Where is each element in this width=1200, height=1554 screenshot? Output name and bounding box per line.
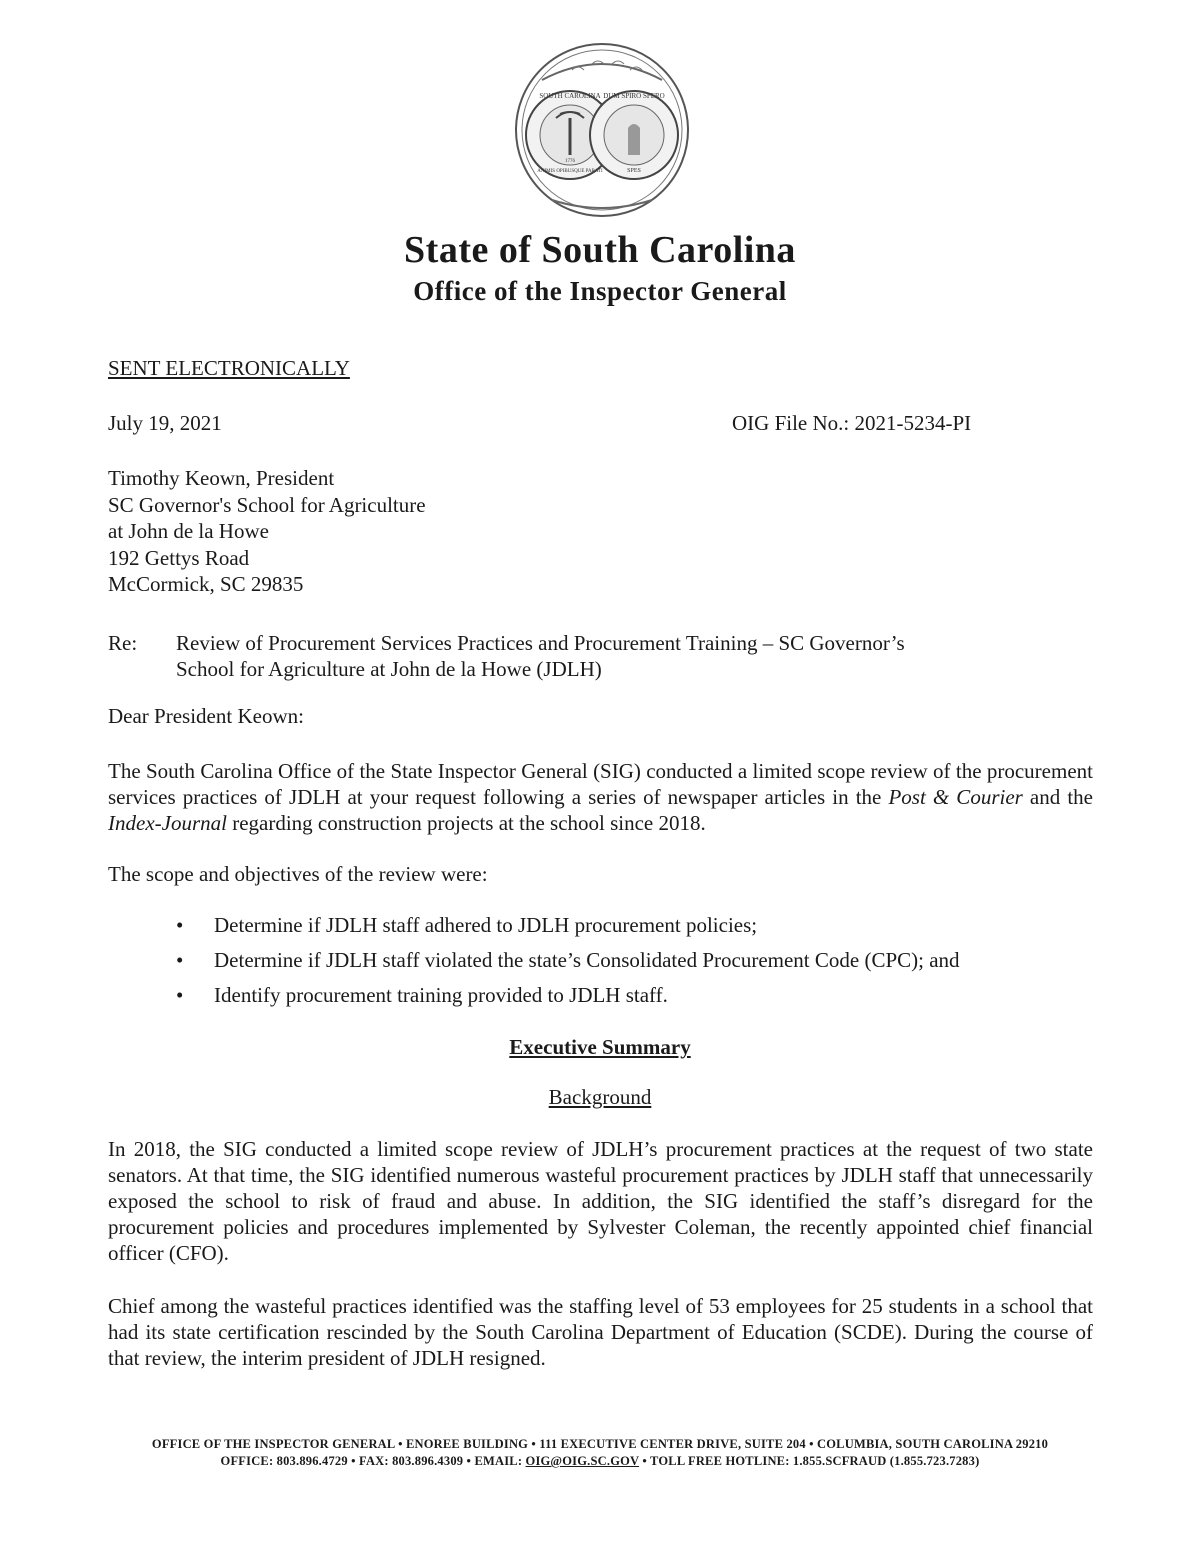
- address-line: McCormick, SC 29835: [108, 572, 304, 596]
- intro-text-2: and the: [1022, 785, 1093, 809]
- executive-summary-heading: [0, 1034, 1200, 1060]
- letterhead-subtitle: Office of the Inspector General: [413, 276, 787, 306]
- list-item: [176, 912, 960, 947]
- objectives-list: [176, 912, 960, 1017]
- background-paragraph: In 2018, the SIG conducted a limited scope review of JDLH’s procurement practices at the request of two state senators. At that time, the SIG identified numerous wasteful procurement practices by JDLH staff that unnecessarily exposed the school to risk of fraud and abuse. In addition, the SIG identified the staff’s disregard for the procurement policies and procedures implemented by Sylvester Coleman, the recently appointed chief financial officer (CFO).: [108, 1137, 1093, 1265]
- list-item-text: Determine if JDLH staff adhered to JDLH procurement policies;: [214, 913, 758, 937]
- re-label: Re:: [108, 631, 138, 655]
- sent-notice: SENT ELECTRONICALLY: [108, 356, 350, 380]
- list-item-text: Identify procurement training provided to JDLH staff.: [214, 983, 668, 1007]
- publication-index-journal: Index-Journal: [108, 811, 227, 835]
- subject-line: [176, 630, 1056, 682]
- footer-hotline: • TOLL FREE HOTLINE: 1.855.SCFRAUD (1.855.723.7283): [639, 1454, 980, 1468]
- address-line: Timothy Keown, President: [108, 466, 335, 490]
- letter-date: July 19, 2021: [108, 411, 222, 435]
- findings-paragraph: Chief among the wasteful practices identified was the staffing level of 53 employees for 25 students in a school that had its state certification rescinded by the South Carolina Department of Education (SCDE). During the course of that review, the interim president of JDLH resigned.: [108, 1294, 1093, 1370]
- intro-paragraph: [108, 758, 1093, 836]
- intro-text-1: The South Carolina Office of the State Inspector General (SIG) conducted a limited scope review of the procurement services practices of JDLH at your request following a series of newspaper articles in the: [108, 759, 1093, 809]
- address-line: 192 Gettys Road: [108, 545, 250, 570]
- seal-left-text: SOUTH CAROLINA: [539, 92, 601, 100]
- background-title: Background: [548, 1085, 652, 1109]
- scope-intro: The scope and objectives of the review were:: [108, 862, 488, 886]
- publication-post-courier: Post & Courier: [888, 785, 1023, 809]
- bullet-icon: •: [176, 983, 184, 1007]
- bullet-icon: •: [176, 913, 184, 937]
- list-item-text: Determine if JDLH staff violated the state’s Consolidated Procurement Code (CPC); and: [214, 948, 960, 972]
- salutation: Dear President Keown:: [108, 704, 304, 728]
- bullet-icon: •: [176, 948, 184, 972]
- address-line: at John de la Howe: [108, 519, 269, 543]
- subject-line-2: School for Agriculture at John de la Howe (JDLH): [176, 657, 602, 681]
- footer-email-link[interactable]: OIG@OIG.SC.GOV: [525, 1454, 640, 1468]
- footer-contact: [0, 1453, 1200, 1470]
- recipient-address: [108, 465, 808, 598]
- list-item: [176, 947, 960, 982]
- file-number: OIG File No.: 2021-5234-PI: [732, 411, 972, 435]
- intro-text-3: regarding construction projects at the school since 2018.: [226, 811, 706, 835]
- address-line: SC Governor's School for Agriculture: [108, 492, 426, 517]
- seal-right-motto: DUM SPIRO SPERO: [603, 92, 665, 100]
- list-item: [176, 982, 960, 1017]
- background-heading: [0, 1084, 1200, 1110]
- state-seal: [512, 40, 692, 220]
- letterhead-title: State of South Carolina: [404, 229, 796, 271]
- footer-phone-fax: OFFICE: 803.896.4729 • FAX: 803.896.4309 • EMAIL:: [220, 1454, 526, 1468]
- executive-summary-title: Executive Summary: [509, 1035, 691, 1059]
- seal-right-sub: SPES: [627, 168, 641, 174]
- seal-year: 1776: [565, 159, 575, 164]
- state-seal-icon: [512, 40, 692, 220]
- subject-line-1: Review of Procurement Services Practices and Procurement Training – SC Governor’s: [176, 631, 905, 655]
- seal-left-motto: ANIMIS OPIBUSQUE PARATI: [537, 169, 603, 174]
- footer-address: OFFICE OF THE INSPECTOR GENERAL • ENOREE BUILDING • 111 EXECUTIVE CENTER DRIVE, SUITE 204 • COLUMBIA, SOUTH CAROLINA 29210: [151, 1437, 1049, 1451]
